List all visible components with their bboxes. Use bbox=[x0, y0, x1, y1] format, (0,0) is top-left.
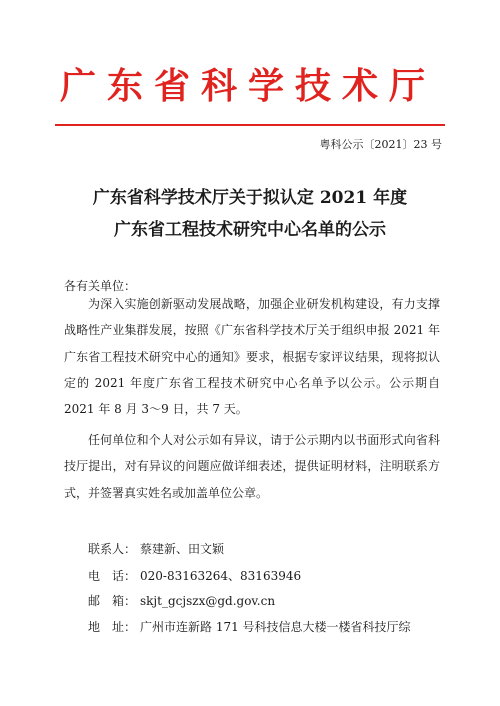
body-paragraph-2: 任何单位和个人对公示如有异议，请于公示期内以书面形式向省科技厅提出，对有异议的问题应做详细表述，提供证明材料，注明联系方式，并签署真实姓名或加盖单位公章。 bbox=[64, 433, 440, 500]
issuing-authority-header: 广东省科学技术厅 bbox=[60, 65, 437, 107]
red-header-rule bbox=[55, 124, 445, 126]
contact-person-label: 联系人： bbox=[88, 542, 137, 556]
contact-email-value: skjt_gcjszx@gd.gov.cn bbox=[140, 594, 276, 608]
contact-address-label: 地 址： bbox=[88, 620, 137, 634]
document-number: 粤科公示〔2021〕23 号 bbox=[319, 138, 442, 151]
contact-person-value: 蔡建新、田文颖 bbox=[140, 542, 225, 556]
contact-email-row bbox=[88, 593, 275, 609]
document-title-line2: 广东省工程技术研究中心名单的公示 bbox=[114, 220, 386, 240]
document-title-line1: 广东省科学技术厅关于拟认定 2021 年度 bbox=[92, 188, 408, 208]
contact-address-value: 广州市连新路 171 号科技信息大楼一楼省科技厅综 bbox=[140, 620, 411, 634]
salutation: 各有关单位： bbox=[64, 279, 137, 293]
contact-phone-row bbox=[88, 568, 301, 584]
contact-address-row bbox=[88, 619, 411, 635]
contact-phone-label: 电 话： bbox=[88, 569, 137, 583]
body-paragraph-1: 为深入实施创新驱动发展战略，加强企业研发机构建设，有力支撑战略性产业集群发展，按照《广东省科学技术厅关于组织申报 2021 年广东省工程技术研究中心的通知》要求，根据专家评议结果，现将拟认定的 2021 年度广东省工程技术研究中心名单予以公示。公示期自 2021 年 8 月 3～9 日，共 7 天。 bbox=[64, 297, 440, 417]
contact-person-row bbox=[88, 541, 224, 557]
contact-phone-value: 020-83163264、83163946 bbox=[140, 569, 302, 583]
contact-email-label: 邮 箱： bbox=[88, 594, 137, 608]
